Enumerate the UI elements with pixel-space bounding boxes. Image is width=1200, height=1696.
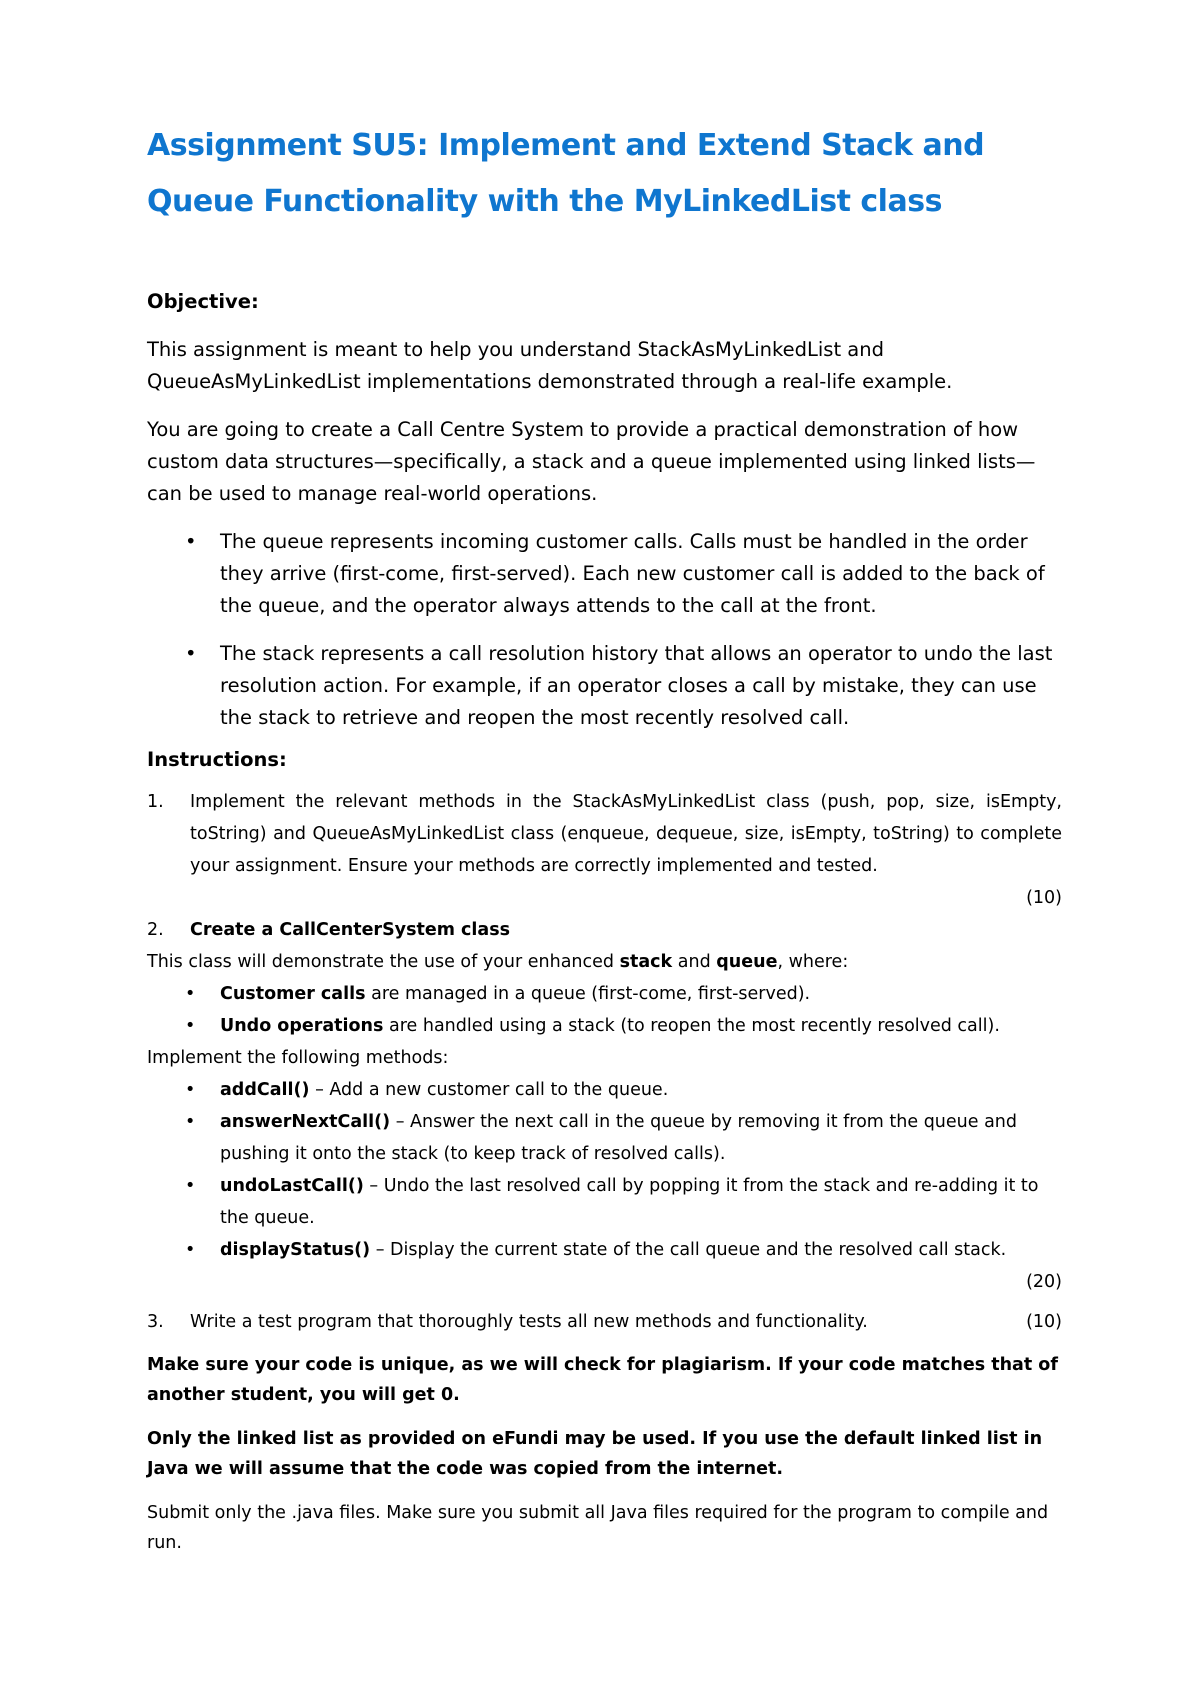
usage-term: Undo operations xyxy=(220,1016,384,1036)
list-item xyxy=(147,1170,1062,1234)
intro-and: and xyxy=(672,952,717,972)
list-item xyxy=(147,1106,1062,1170)
marks-label: (20) xyxy=(1026,1272,1062,1292)
objective-bullet-list xyxy=(147,526,1062,734)
method-name: addCall() xyxy=(220,1080,310,1100)
bullet-icon: • xyxy=(185,984,196,1004)
list-item xyxy=(147,978,1062,1010)
marks-label: (10) xyxy=(1026,888,1062,908)
bullet-icon: • xyxy=(185,642,197,665)
usage-text: are managed in a queue (first-come, first-served). xyxy=(365,984,811,1004)
methods-list xyxy=(147,1074,1062,1266)
linked-list-warning: Only the linked list as provided on eFundi may be used. If you use the default linked list in Java we will assume that the code was copied from the internet. xyxy=(147,1429,1043,1479)
bullet-icon: • xyxy=(185,1080,196,1100)
document-page xyxy=(147,118,1062,1558)
instruction-title: Create a CallCenterSystem class xyxy=(190,920,511,940)
bullet-icon: • xyxy=(185,530,197,553)
method-name: displayStatus() xyxy=(220,1240,371,1260)
assignment-title: Assignment SU5: Implement and Extend Stack and Queue Functionality with the MyLinkedList class xyxy=(147,128,985,219)
usage-term: Customer calls xyxy=(220,984,366,1004)
objective-heading: Objective: xyxy=(147,290,259,313)
method-description: – Display the current state of the call queue and the resolved call stack. xyxy=(370,1240,1007,1260)
intro-stack: stack xyxy=(619,952,673,972)
objective-paragraph-1: This assignment is meant to help you understand StackAsMyLinkedList and QueueAsMyLinkedList implementations demonstrated through a real-life example. xyxy=(147,338,953,393)
list-item xyxy=(147,638,1062,734)
instruction-item-1 xyxy=(147,786,1062,914)
intro-end: , where: xyxy=(777,952,849,972)
method-name: answerNextCall() xyxy=(220,1112,391,1132)
instruction-text: Implement the relevant methods in the StackAsMyLinkedList class (push, pop, size, isEmpty, toString) and QueueAsMyLinkedList class (enqueue, dequeue, size, isEmpty, toString) to complete your assignment. Ensure your methods are correctly implemented and tested. xyxy=(190,792,1062,876)
spacer xyxy=(147,230,1062,286)
objective-paragraph-2: You are going to create a Call Centre System to provide a practical demonstration of how custom data structures—specifically, a stack and a queue implemented using linked lists—can be used to manage real-world operations. xyxy=(147,418,1036,505)
intro-queue: queue xyxy=(716,952,778,972)
instruction-number: 1. xyxy=(147,792,164,812)
list-item xyxy=(147,1010,1062,1042)
bullet-text: The stack represents a call resolution history that allows an operator to undo the last resolution action. For example, if an operator closes a call by mistake, they can use the stack to retrieve and reopen the most recently resolved call. xyxy=(220,642,1053,729)
method-name: undoLastCall() xyxy=(220,1176,364,1196)
instructions-heading: Instructions: xyxy=(147,748,287,771)
usage-text: are handled using a stack (to reopen the most recently resolved call). xyxy=(383,1016,1000,1036)
submission-note: Submit only the .java files. Make sure you submit all Java files required for the program to compile and run. xyxy=(147,1503,1049,1553)
list-item xyxy=(147,526,1062,622)
method-description: – Add a new customer call to the queue. xyxy=(309,1080,669,1100)
bullet-icon: • xyxy=(185,1112,196,1132)
instruction-intro xyxy=(147,946,1062,978)
plagiarism-warning: Make sure your code is unique, as we will check for plagiarism. If your code matches that of another student, you will get 0. xyxy=(147,1355,1058,1405)
methods-intro: Implement the following methods: xyxy=(147,1048,449,1068)
instruction-text: Write a test program that thoroughly tests all new methods and functionality. xyxy=(190,1312,868,1332)
instructions-list xyxy=(147,786,1062,1338)
usage-list xyxy=(147,978,1062,1042)
instruction-number: 2. xyxy=(147,920,164,940)
list-item xyxy=(147,1074,1062,1106)
instruction-number: 3. xyxy=(147,1312,164,1332)
instruction-item-2 xyxy=(147,914,1062,946)
bullet-icon: • xyxy=(185,1240,196,1260)
method-description: – Answer the next call in the queue by removing it from the queue and pushing it onto the stack (to keep track of resolved calls). xyxy=(220,1112,1018,1164)
bullet-icon: • xyxy=(185,1016,196,1036)
method-description: – Undo the last resolved call by popping it from the stack and re-adding it to the queue. xyxy=(220,1176,1039,1228)
bullet-icon: • xyxy=(185,1176,196,1196)
list-item xyxy=(147,1234,1062,1266)
intro-text: This class will demonstrate the use of your enhanced xyxy=(147,952,620,972)
instruction-item-3 xyxy=(147,1306,1062,1338)
bullet-text: The queue represents incoming customer calls. Calls must be handled in the order they arrive (first-come, first-served). Each new customer call is added to the back of the queue, and the operator always attends to the call at the front. xyxy=(220,530,1045,617)
marks-label: (10) xyxy=(1026,1312,1062,1332)
